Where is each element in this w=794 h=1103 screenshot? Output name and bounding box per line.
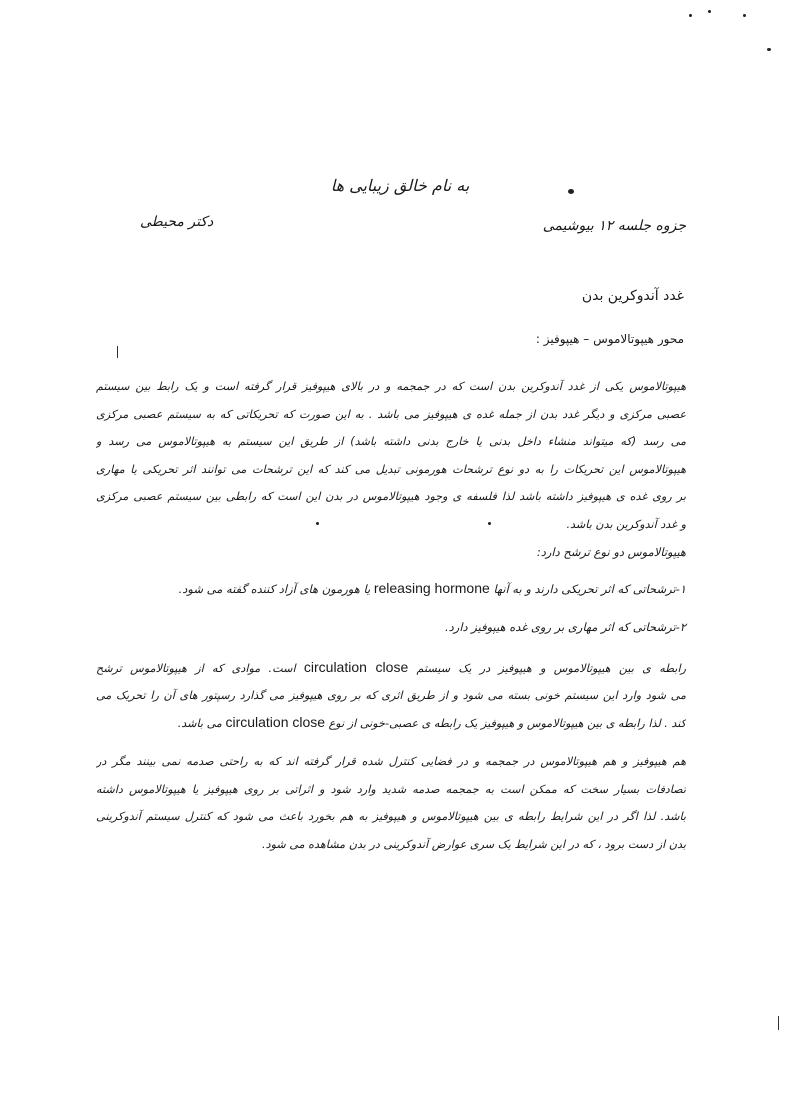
section-subheading: محور هیپوتالاموس – هیپوفیز : bbox=[535, 332, 684, 346]
secretion-title: هیپوتالاموس دو نوع ترشح دارد: bbox=[536, 545, 686, 559]
paragraph-line: هیپوتالاموس این تحریکات را به دو نوع ترشحات هورمونی تبدیل می کند که این ترشحات می توانند اثر تحریکی یا مهاری bbox=[96, 462, 686, 476]
line-text: کند . لذا رابطه ی بین هیپوتالاموس و هیپوفیز یک رابطه ی عصبی-خونی از نوع bbox=[328, 717, 686, 730]
line-text: است. موادی که از هیپوتالاموس ترشح bbox=[96, 662, 296, 675]
paragraph-line: و غدد آندوکرین بدن باشد. bbox=[566, 517, 686, 531]
paragraph-hypothalamus bbox=[96, 373, 686, 538]
scan-speck bbox=[767, 48, 771, 51]
scan-mark bbox=[117, 346, 118, 358]
scan-speck bbox=[743, 14, 746, 17]
paragraph-line bbox=[96, 654, 686, 682]
paragraph-line: تصادفات بسیار سخت که ممکن است به جمجمه صدمه شدید وارد شود و اثراتی بر روی هیپوفیز یا هیپوتالاموس داشته bbox=[96, 782, 686, 796]
english-term: releasing hormone bbox=[373, 580, 490, 596]
line-text: رابطه ی بین هیپوتالاموس و هیپوفیز در یک سیستم bbox=[416, 662, 686, 675]
paragraph-line: می شود وارد این سیستم خونی بسته می شود و از طریق اثری که بر روی هیپوفیز می گذارد رسپتور های آن را تحریک می bbox=[96, 688, 686, 702]
english-term: circulation close bbox=[225, 714, 326, 730]
list-item-2: ۲-ترشحاتی که اثر مهاری بر روی غده هیپوفیز دارد. bbox=[444, 620, 686, 634]
scan-speck bbox=[689, 14, 692, 17]
author-name: دکتر محیطی bbox=[140, 214, 214, 230]
paragraph-line: باشد. لذا اگر در این شرایط رابطه ی بین هیپوتالاموس و هیپوفیز به هم بخورد باعث می شود که کنترل سیستم آندوکرینی bbox=[96, 810, 686, 823]
scan-speck bbox=[568, 189, 574, 194]
section-heading: غدد آندوکرین بدن bbox=[581, 288, 684, 304]
scan-mark bbox=[778, 1016, 779, 1030]
list-item-text: یا هورمون های آزاد کننده گفته می شود. bbox=[178, 582, 371, 596]
paragraph-circulation bbox=[96, 654, 686, 737]
paragraph-line bbox=[96, 709, 686, 737]
scan-speck bbox=[708, 10, 711, 13]
english-term: circulation close bbox=[303, 659, 409, 675]
list-item-1 bbox=[179, 580, 686, 596]
session-label: جزوه جلسه ۱۲ بیوشیمی bbox=[542, 218, 686, 234]
paragraph-line: بر روی غده ی هیپوفیز داشته باشد لذا فلسفه ی وجود هیپوتالاموس در بدن این است که رابطی بین سیستم عصبی مرکزی bbox=[96, 490, 686, 503]
paragraph-line: عصبی مرکزی و دیگر غدد بدن از جمله غده ی هیپوفیز می باشد . به این صورت که تحریکاتی که به سیستم عصبی مرکزی bbox=[96, 407, 686, 421]
paragraph-skull bbox=[96, 748, 686, 858]
paragraph-line: هم هیپوفیز و هم هیپوتالاموس در جمجمه و در فضایی کنترل شده قرار گرفته اند که به راحتی صدمه نمی بینند مگر در bbox=[96, 755, 686, 768]
paragraph-line: هیپوتالاموس یکی از غدد آندوکرین بدن است که در جمجمه و در بالای هیپوفیز قرار گرفته است و یک رابط بین سیستم bbox=[96, 380, 686, 393]
document-title: به نام خالق زیبایی ها bbox=[330, 176, 470, 195]
list-item-text: ۱-ترشحاتی که اثر تحریکی دارند و به آنها bbox=[493, 582, 686, 596]
line-text: می باشد. bbox=[177, 717, 222, 730]
paragraph-line: می رسد (که میتواند منشاء داخل بدنی یا خارج بدنی داشته باشد) از طریق این سیستم به هیپوتالاموس می رسد و bbox=[96, 435, 686, 448]
paragraph-line: بدن از دست برود ، که در این شرایط یک سری عوارض آندوکرینی در بدن مشاهده می شود. bbox=[262, 837, 686, 851]
